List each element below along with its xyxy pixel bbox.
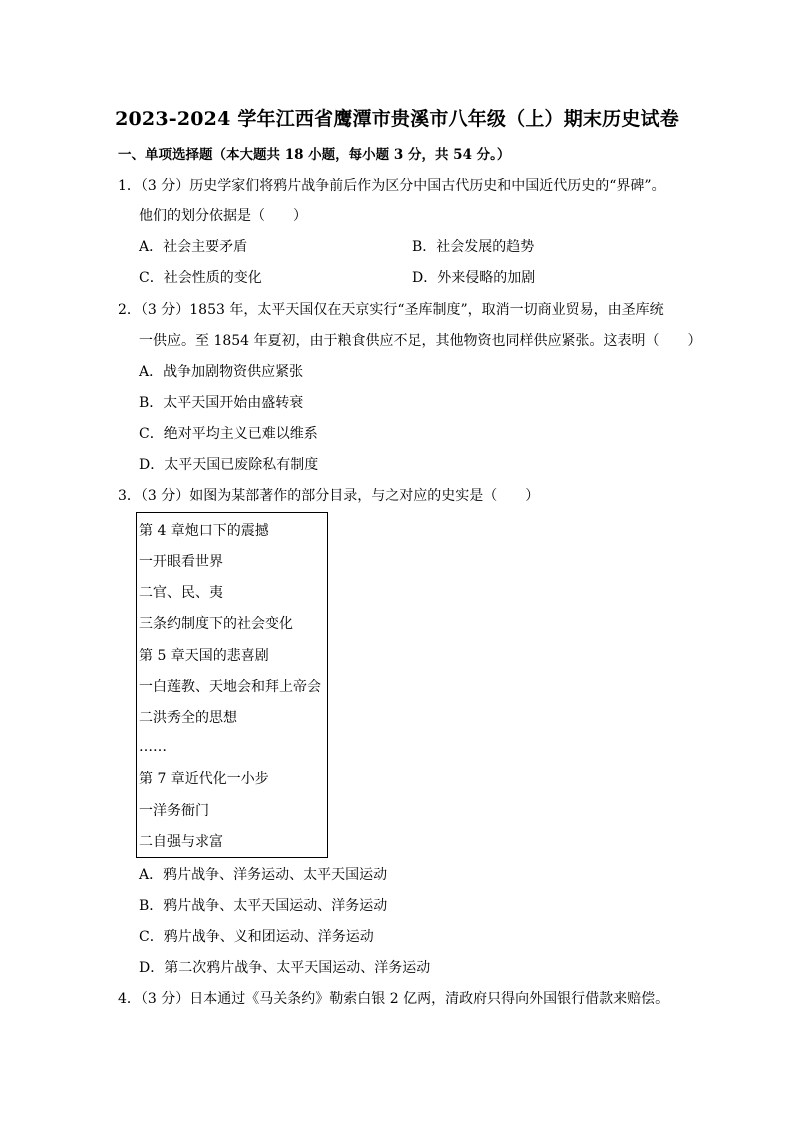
toc-item: 三条约制度下的社会变化: [139, 616, 293, 632]
toc-item: 第 7 章近代化一小步: [139, 771, 269, 787]
toc-item: 一开眼看世界: [139, 554, 223, 570]
toc-item: 一白莲教、天地会和拜上帝会: [139, 679, 321, 695]
question-1-stem-cont: 他们的划分依据是（ ）: [139, 208, 307, 224]
question-1-option-d: D．外来侵略的加剧: [412, 270, 536, 286]
exam-title: 2023-2024 学年江西省鹰潭市贵溪市八年级（上）期末历史试卷: [115, 108, 679, 130]
toc-item: 第 4 章炮口下的震撼: [139, 523, 269, 539]
toc-item: 第 5 章天国的悲喜剧: [139, 648, 269, 664]
toc-item: ……: [139, 739, 167, 755]
section-heading: 一、单项选择题（本大题共 18 小题，每小题 3 分，共 54 分。）: [118, 147, 511, 163]
question-3-option-b: B．鸦片战争、太平天国运动、洋务运动: [139, 898, 388, 914]
question-4-stem: 4．（3 分）日本通过《马关条约》勒索白银 2 亿两，清政府只得向外国银行借款来赔偿。: [118, 991, 670, 1007]
question-3-option-c: C．鸦片战争、义和团运动、洋务运动: [139, 929, 374, 945]
question-2-stem: 2．（3 分）1853 年，太平天国仅在天京实行“圣库制度”，取消一切商业贸易，由圣库统: [118, 302, 664, 318]
question-2-option-a: A．战争加剧物资供应紧张: [139, 364, 304, 380]
question-3-option-a: A．鸦片战争、洋务运动、太平天国运动: [139, 867, 388, 883]
question-2-option-d: D．太平天国已废除私有制度: [139, 457, 319, 473]
question-1-option-a: A．社会主要矛盾: [139, 239, 248, 255]
toc-item: 二洪秀全的思想: [139, 710, 237, 726]
toc-item: 二官、民、夷: [139, 585, 223, 601]
question-2-option-c: C．绝对平均主义已难以维系: [139, 426, 318, 442]
table-of-contents-box: [136, 512, 328, 858]
toc-item: 一洋务衙门: [139, 803, 209, 819]
question-2-stem-cont: 一供应。至 1854 年夏初，由于粮食供应不足，其他物资也同样供应紧张。这表明（ ）: [139, 333, 702, 349]
question-3-option-d: D．第二次鸦片战争、太平天国运动、洋务运动: [139, 960, 431, 976]
question-1-option-b: B．社会发展的趋势: [412, 239, 535, 255]
question-3-stem: 3．（3 分）如图为某部著作的部分目录，与之对应的史实是（ ）: [118, 488, 540, 504]
question-1-stem: 1．（3 分）历史学家们将鸦片战争前后作为区分中国古代历史和中国近代历史的“界碑”。: [118, 178, 666, 194]
question-2-option-b: B．太平天国开始由盛转衰: [139, 395, 304, 411]
toc-item: 二自强与求富: [139, 834, 223, 850]
question-1-option-c: C．社会性质的变化: [139, 270, 262, 286]
